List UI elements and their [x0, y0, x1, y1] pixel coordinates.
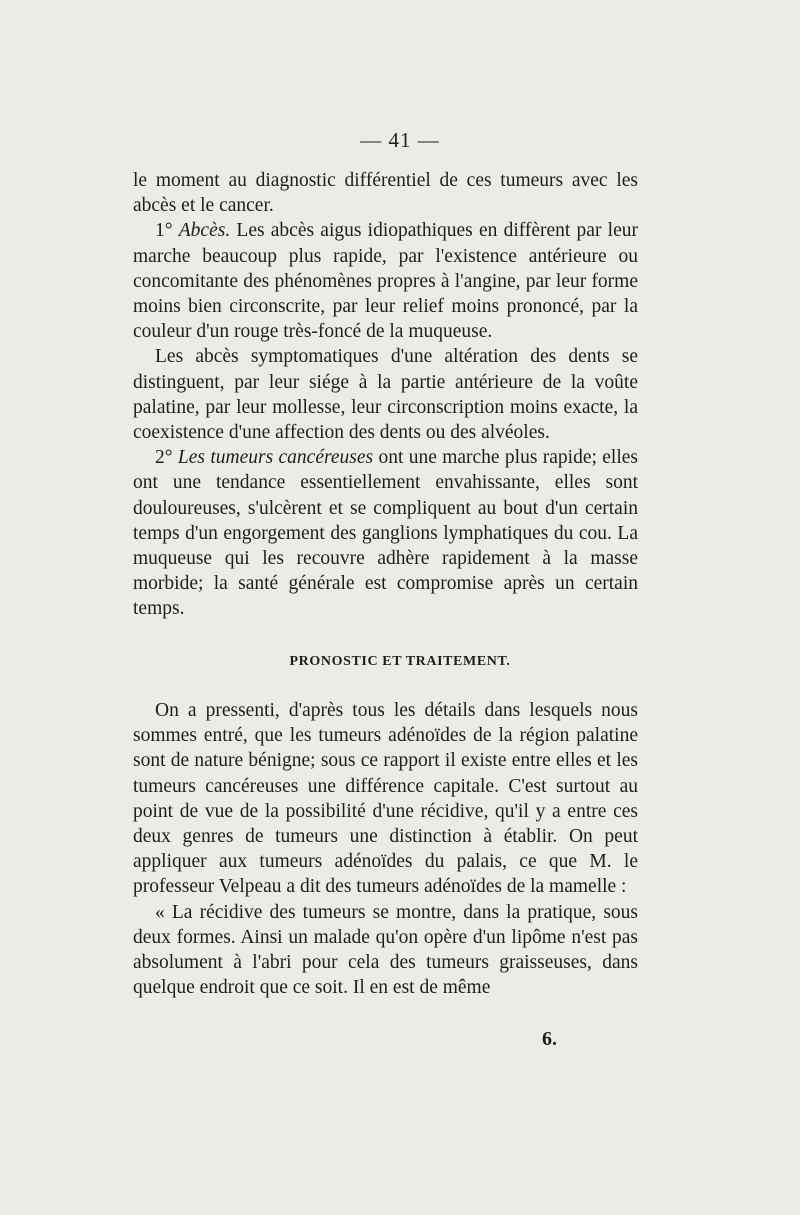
paragraph	[133, 168, 638, 218]
paragraph-text: le moment au diagnostic différentiel de ces tumeurs avec les abcès et le cancer.	[133, 170, 638, 217]
paragraph-text: ont une marche plus rapide; elles ont une tendance essentiellement envahissante, elles sont douloureuses, s'ulcèrent et se compliquent au bout d'un certain temps d'un engorgement des ganglions lymphatiques du cou. La muqueuse qui les recouvre adhère rapidement à la masse morbide; la santé générale est compromise après un certain temps.	[133, 447, 638, 620]
paragraph-text: « La récidive des tumeurs se montre, dans la pratique, sous deux formes. Ainsi un malade qu'on opère d'un lipôme n'est pas absolument à l'abri pour cela des tumeurs graisseuses, dans quelque endroit que ce soit. Il en est de même	[133, 901, 638, 999]
italic-text: Abcès.	[178, 220, 231, 242]
paragraph-text: 2°	[155, 447, 178, 469]
italic-text: Les tumeurs cancéreuses	[177, 447, 374, 469]
paragraph	[133, 698, 638, 900]
paragraph-text: 1°	[155, 220, 179, 242]
paragraph-text: Les abcès aigus idiopathiques en diffèrent par leur marche beaucoup plus rapide, par l'existence antérieure ou concomitante des phénomènes propres à l'angine, par leur forme moins bien circonscrite, par leur relief moins prononcé, par la couleur d'un rouge très-foncé de la muqueuse.	[133, 220, 638, 343]
paragraph	[133, 900, 638, 1001]
paragraph	[133, 445, 638, 621]
paragraph-text: Les abcès symptomatiques d'une altération des dents se distinguent, par leur siége à la partie antérieure de la voûte palatine, par leur mollesse, leur circonscription moins exacte, la coexistence d'une affection des dents ou des alvéoles.	[133, 346, 638, 444]
paragraph	[133, 218, 638, 344]
section-heading: PRONOSTIC ET TRAITEMENT.	[289, 654, 511, 669]
paragraph-text: On a pressenti, d'après tous les détails dans lesquels nous sommes entré, que les tumeurs adénoïdes de la région palatine sont de nature bénigne; sous ce rapport il existe entre elles et les tumeurs cancéreuses une différence capitale. C'est surtout au point de vue de la possibilité d'une récidive, qu'il y a entre ces deux genres de tumeurs une distinction à établir. On peut appliquer aux tumeurs adénoïdes du palais, ce que M. le professeur Velpeau a dit des tumeurs adénoïdes de la mamelle :	[133, 700, 638, 898]
body-text-block-2	[133, 698, 638, 1000]
paragraph	[133, 344, 638, 445]
body-text-block-1	[133, 168, 638, 622]
page-number-header: — 41 —	[360, 128, 440, 152]
signature-mark: 6.	[542, 1028, 557, 1050]
